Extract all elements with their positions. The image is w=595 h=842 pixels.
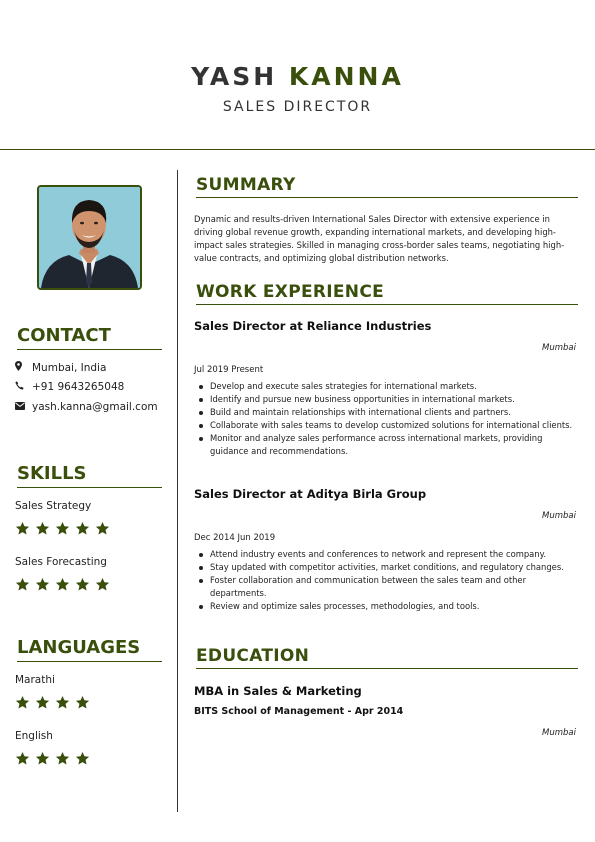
skills-heading: SKILLS xyxy=(17,463,162,488)
skill-rating xyxy=(15,577,110,592)
duty-item: Review and optimize sales processes, methodologies, and tools. xyxy=(194,600,579,613)
contact-phone xyxy=(15,381,124,393)
duty-item: Develop and execute sales strategies for international markets. xyxy=(194,380,579,393)
star-icon xyxy=(15,577,30,592)
envelope-icon xyxy=(15,401,32,413)
star-icon xyxy=(75,577,90,592)
education-heading: EDUCATION xyxy=(196,646,578,669)
portrait-illustration xyxy=(39,187,140,288)
education-degree: MBA in Sales & Marketing xyxy=(194,684,362,698)
language-rating xyxy=(15,751,90,766)
job-duties-2 xyxy=(194,548,579,613)
duty-item: Attend industry events and conferences to network and represent the company. xyxy=(194,548,579,561)
summary-text: Dynamic and results-driven International Sales Director with extensive experience in driving global revenue growth, expanding international markets, and developing high-impact sales strategies. Skilled in managing cross-border sales teams, negotiating high-value contracts, and optimizing global distribution networks. xyxy=(194,214,565,263)
star-icon xyxy=(75,521,90,536)
duty-item: Stay updated with competitor activities, market conditions, and regulatory changes. xyxy=(194,561,579,574)
resume-header xyxy=(0,0,595,150)
job-dates-1: Jul 2019 Present xyxy=(194,365,264,375)
education-school: BITS School of Management - Apr 2014 xyxy=(194,706,404,717)
education-location: Mumbai xyxy=(542,728,576,738)
star-icon xyxy=(75,695,90,710)
contact-phone-text: +91 9643265048 xyxy=(32,381,125,393)
duty-item: Foster collaboration and communication between the sales team and other departments. xyxy=(194,574,579,600)
star-icon xyxy=(95,577,110,592)
duty-item: Identify and pursue new business opportunities in international markets. xyxy=(194,393,579,406)
language-name: Marathi xyxy=(15,674,55,686)
star-icon xyxy=(15,751,30,766)
contact-location-text: Mumbai, India xyxy=(32,361,107,374)
location-pin-icon xyxy=(15,361,32,374)
duty-item: Build and maintain relationships with international clients and partners. xyxy=(194,406,579,419)
phone-icon xyxy=(15,381,32,393)
star-icon xyxy=(55,751,70,766)
star-icon xyxy=(15,695,30,710)
star-icon xyxy=(15,521,30,536)
star-icon xyxy=(35,577,50,592)
job-title-2: Sales Director at Aditya Birla Group xyxy=(194,487,427,501)
profile-photo xyxy=(37,185,142,290)
skill-name: Sales Forecasting xyxy=(15,556,107,568)
column-divider xyxy=(177,170,178,812)
contact-location xyxy=(15,361,106,374)
job-dates-2: Dec 2014 Jun 2019 xyxy=(194,533,276,543)
job-title: SALES DIRECTOR xyxy=(222,99,373,115)
candidate-name xyxy=(0,62,595,92)
first-name: YASH xyxy=(191,62,278,91)
job-location-1: Mumbai xyxy=(542,343,576,353)
language-name: English xyxy=(15,730,53,742)
duty-item: Monitor and analyze sales performance across international markets, providing guidance and recommendations. xyxy=(194,432,579,458)
star-icon xyxy=(55,521,70,536)
contact-email xyxy=(15,401,158,413)
contact-heading: CONTACT xyxy=(17,325,162,350)
star-icon xyxy=(55,695,70,710)
languages-heading: LANGUAGES xyxy=(17,637,162,662)
contact-email-text: yash.kanna@gmail.com xyxy=(32,401,158,413)
star-icon xyxy=(35,751,50,766)
star-icon xyxy=(55,577,70,592)
job-title-1: Sales Director at Reliance Industries xyxy=(194,319,432,333)
summary-heading: SUMMARY xyxy=(196,175,578,198)
star-icon xyxy=(35,695,50,710)
job-duties-1 xyxy=(194,380,579,458)
star-icon xyxy=(35,521,50,536)
skill-rating xyxy=(15,521,110,536)
last-name: KANNA xyxy=(288,62,404,91)
language-rating xyxy=(15,695,90,710)
duty-item: Collaborate with sales teams to develop customized solutions for international clients. xyxy=(194,419,579,432)
star-icon xyxy=(75,751,90,766)
experience-heading: WORK EXPERIENCE xyxy=(196,282,578,305)
skill-name: Sales Strategy xyxy=(15,500,92,512)
star-icon xyxy=(95,521,110,536)
job-location-2: Mumbai xyxy=(542,511,576,521)
